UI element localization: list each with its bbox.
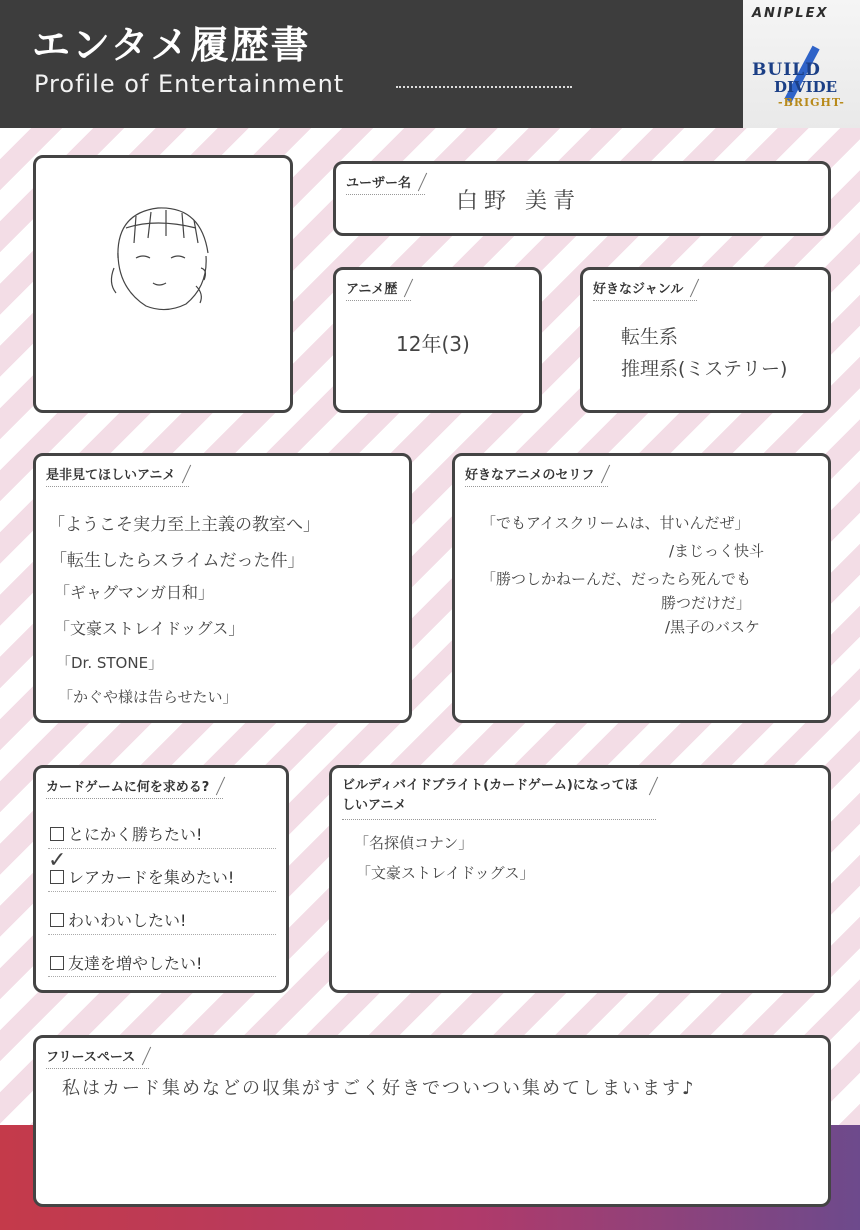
quotes-box: [452, 453, 831, 723]
recommend-box: [33, 453, 412, 723]
username-box: [333, 161, 831, 236]
card-game-box: [33, 765, 289, 993]
aniplex-logo: ANIPLEX: [752, 6, 829, 21]
recommend-item: 「Dr. STONE」: [56, 654, 164, 672]
free-space-box: [33, 1035, 831, 1207]
bdb-box: [329, 765, 831, 993]
bdb-label: ビルディバイドブライト(カードゲーム)になってほしいアニメ: [342, 776, 656, 820]
build-divide-logo: BUILD DIVIDE -BRIGHT-: [748, 40, 854, 114]
recommend-item: 「文豪ストレイドッグス」: [54, 619, 245, 638]
checkbox-option-checked[interactable]: レアカードを集めたい!: [50, 865, 234, 888]
page-subtitle: Profile of Entertainment: [34, 70, 345, 98]
anime-history-box: [333, 267, 542, 413]
divider: [48, 976, 276, 977]
recommend-item: 「ギャグマンガ日和」: [54, 583, 215, 602]
checkbox-option[interactable]: とにかく勝ちたい!: [50, 822, 202, 845]
checkbox-icon[interactable]: [50, 956, 64, 970]
quote-1-source: /まじっく快斗: [669, 542, 765, 560]
page-title: エンタメ履歴書: [32, 23, 311, 67]
genre-line-2: 推理系(ミステリー): [621, 358, 788, 380]
genre-line-1: 転生系: [621, 326, 679, 348]
anime-history-value: 12年(3): [396, 332, 470, 356]
portrait-box: [33, 155, 293, 413]
anime-history-label: アニメ歴: [346, 278, 411, 301]
card-game-label: カードゲームに何を求める?: [46, 776, 223, 799]
username-value: 白野 美青: [456, 189, 581, 214]
recommend-item: 「かぐや様は告らせたい」: [58, 688, 238, 706]
favorite-genre-label: 好きなジャンル: [593, 278, 697, 301]
free-space-label: フリースペース: [46, 1046, 149, 1069]
divider: [48, 848, 276, 849]
recommend-item: 「ようこそ実力至上主義の教室へ」: [48, 515, 320, 535]
portrait-sketch-icon: [96, 198, 236, 318]
divider: [48, 891, 276, 892]
quote-2-line-1: 「勝つしかねーんだ、だったら死んでも: [481, 570, 752, 588]
checkbox-option[interactable]: 友達を増やしたい!: [50, 951, 202, 974]
recommend-item: 「転生したらスライムだった件」: [50, 551, 305, 571]
quote-1: 「でもアイスクリームは、甘いんだぜ」: [481, 514, 750, 532]
recommend-label: 是非見てほしいアニメ: [46, 464, 189, 487]
username-label: ユーザー名: [346, 172, 425, 195]
quotes-label: 好きなアニメのセリフ: [465, 464, 608, 487]
divider: [48, 934, 276, 935]
checkbox-option[interactable]: わいわいしたい!: [50, 908, 186, 931]
favorite-genre-box: [580, 267, 831, 413]
checkbox-icon[interactable]: [50, 913, 64, 927]
check-mark-icon: ✓: [48, 848, 67, 873]
bdb-item: 「名探偵コナン」: [354, 834, 474, 852]
bdb-item: 「文豪ストレイドッグス」: [356, 864, 535, 882]
checkbox-icon[interactable]: [50, 827, 64, 841]
dotted-divider: [396, 86, 572, 88]
quote-2-source: /黒子のバスケ: [665, 618, 761, 636]
quote-2-line-2: 勝つだけだ」: [661, 594, 752, 612]
header: [0, 0, 860, 128]
free-space-text: 私はカード集めなどの収集がすごく好きでついつい集めてしまいます♪: [62, 1078, 696, 1099]
